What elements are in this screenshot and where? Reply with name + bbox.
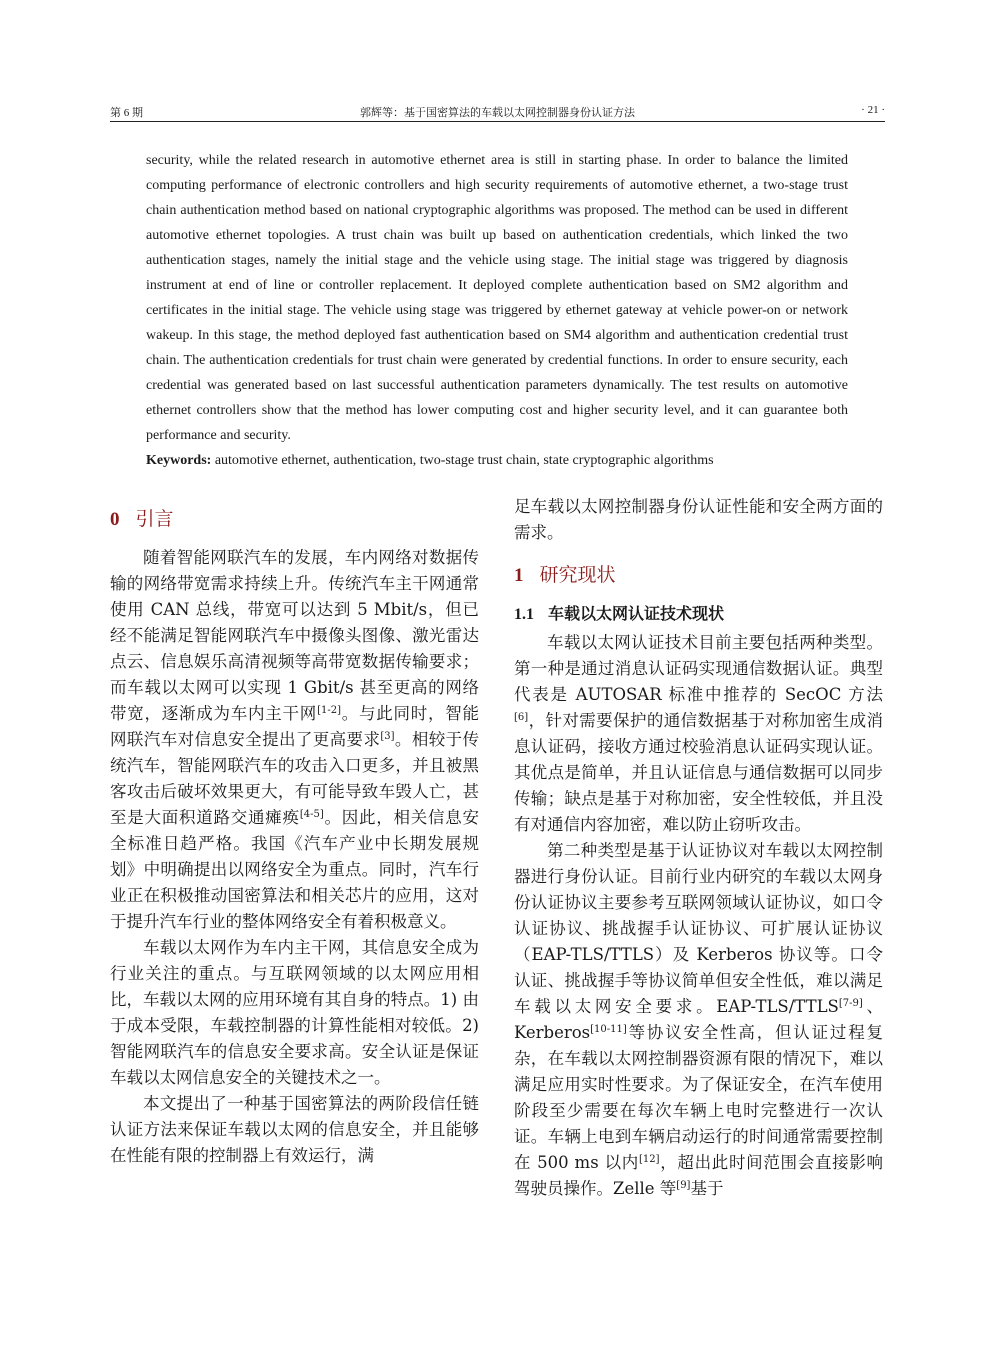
abstract-text: security, while the related research in automotive ethernet area is still in starting phase. In order to balance the limited computing performance of electronic controllers and high security requirements of automotive ethernet, a two-stage trust chain authentication method based on national cryptographic algorithms was proposed. The method can be used in different automotive ethernet topologies. A trust chain was built up based on authentication credentials, which linked the two authentication stages, namely the initial stage and the vehicle using stage. The initial stage was triggered by diagnosis instrument at end of line or controller replacement. It deployed complete authentication based on SM2 algorithm and certificates in the initial stage. The vehicle using stage was triggered by ethernet gateway at vehicle power-on or network wakeup. In this stage, the method deployed fast authentication based on SM4 algorithm and authentication credential trust chain. The authentication credentials for trust chain were generated by credential functions. In order to ensure security, each credential was generated based on last successful authentication parameters dynamically. The test results on automotive ethernet controllers show that the method has lower computing cost and higher security level, and it can guarantee both performance and security. xyxy=(146,153,848,443)
paragraph: 随着智能网联汽车的发展，车内网络对数据传输的网络带宽需求持续上升。传统汽车主干网通常使用 CAN 总线，带宽可以达到 5 Mbit/s，但已经不能满足智能网联汽车中摄像头图像、激光雷达点云、信息娱乐高清视频等高带宽数据传输要求；而车载以太网可以实现 1 Gbit/s 甚至更高的网络带宽，逐渐成为车内主干网[1-2]。与此同时，智能网联汽车对信息安全提出了更高要求[3]。相较于传统汽车，智能网联汽车的攻击入口更多，并且被黑客攻击后破坏效果更大，有可能导致车毁人亡，甚至是大面积道路交通瘫痪[4-5]。因此，相关信息安全标准日趋严格。我国《汽车产业中长期发展规划》中明确提出以网络安全为重点。同时，汽车行业正在积极推动国密算法和相关芯片的应用，这对于提升汽车行业的整体网络安全有着积极意义。 xyxy=(110,548,480,931)
right-column xyxy=(514,494,883,1202)
subsection-heading: 1.1 车载以太网认证技术现状 xyxy=(514,604,725,623)
citation: [9] xyxy=(676,1180,691,1191)
keywords-label: Keywords: xyxy=(146,453,212,468)
paragraph: 车载以太网作为车内主干网，其信息安全成为行业关注的重点。与互联网领域的以太网应用相比，车载以太网的应用环境有其自身的特点。1) 由于成本受限，车载控制器的计算性能相对较低。2) 智能网联汽车的信息安全要求高。安全认证是保证车载以太网信息安全的关键技术之一。 xyxy=(110,938,479,1087)
citation: [10-11] xyxy=(590,1024,627,1035)
header-rule xyxy=(110,121,885,122)
paragraph: 车载以太网认证技术目前主要包括两种类型。第一种是通过消息认证码实现通信数据认证。典型代表是 AUTOSAR 标准中推荐的 SecOC 方法[6]，针对需要保护的通信数据基于对称加密生成消息认证码，接收方通过校验消息认证码实现认证。其优点是简单，并且认证信息与通信数据可以同步传输；缺点是基于对称加密，安全性较低，并且没有对通信内容加密，难以防止窃听攻击。 xyxy=(514,633,883,834)
section-heading-related-work: 1 研究现状 xyxy=(514,564,616,586)
english-abstract xyxy=(146,148,848,473)
issue-number: 第 6 期 xyxy=(110,107,143,119)
paragraph: 本文提出了一种基于国密算法的两阶段信任链认证方法来保证车载以太网的信息安全，并且能够在性能有限的控制器上有效运行，满 xyxy=(110,1094,479,1165)
citation: [12] xyxy=(639,1154,660,1165)
keywords-text: automotive ethernet, authentication, two-stage trust chain, state cryptographic algorithms xyxy=(211,453,714,468)
citation: [6] xyxy=(514,712,529,723)
running-header xyxy=(110,102,885,122)
citation: [3] xyxy=(380,731,395,742)
running-title: 郭辉等：基于国密算法的车载以太网控制器身份认证方法 xyxy=(360,107,635,119)
left-column xyxy=(110,494,479,1169)
citation: [4-5] xyxy=(299,809,324,820)
section-heading-introduction: 0 引言 xyxy=(110,508,174,530)
page-number: · 21 · xyxy=(861,104,885,116)
citation: [7-9] xyxy=(838,998,863,1009)
citation: [1-2] xyxy=(317,705,341,716)
paragraph-continued: 足车载以太网控制器身份认证性能和安全两方面的需求。 xyxy=(514,497,883,542)
keywords-line xyxy=(146,448,848,473)
paragraph: 第二种类型是基于认证协议对车载以太网控制器进行身份认证。目前行业内研究的车载以太网身份认证协议主要参考互联网领域认证协议，如口令认证协议、挑战握手认证协议、可扩展认证协议（EAP-TLS/TTLS）及 Kerberos 协议等。口令认证、挑战握手等协议简单但安全性低，难以满足车载以太网安全要求。EAP-TLS/TTLS[7-9]、Kerberos[10-11]等协议安全性高，但认证过程复杂，在车载以太网控制器资源有限的情况下，难以满足应用实时性要求。为了保证安全，在汽车使用阶段至少需要在每次车辆上电时完整进行一次认证。车辆上电到车辆启动运行的时间通常需要控制在 500 ms 以内[12]，超出此时间范围会直接影响驾驶员操作。Zelle 等[9]基于 xyxy=(514,841,884,1198)
